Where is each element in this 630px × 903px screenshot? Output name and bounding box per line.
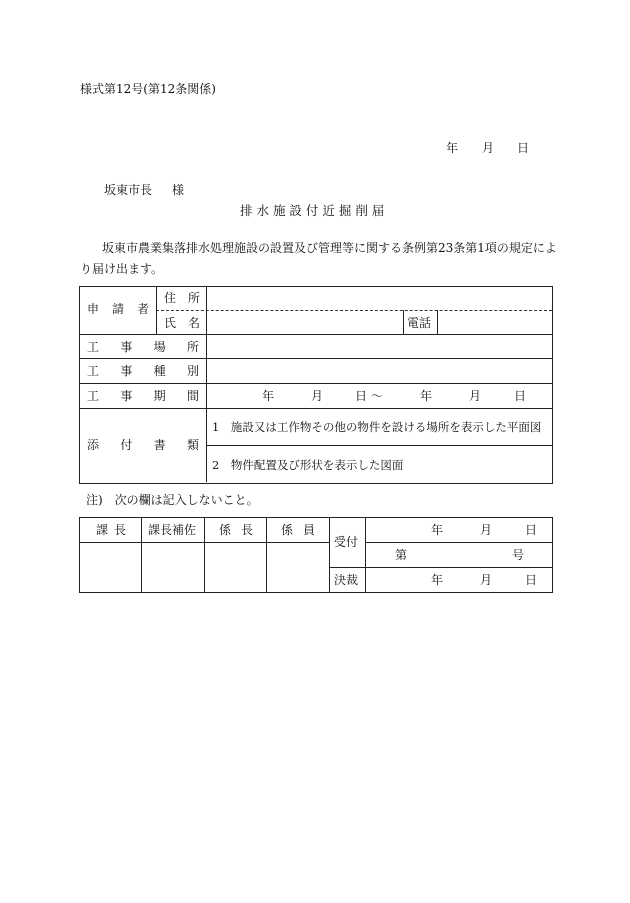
work-place-field[interactable] bbox=[208, 336, 550, 356]
period-day-2: 日 bbox=[514, 389, 527, 403]
date-year: 年 bbox=[446, 141, 459, 155]
decision-month: 月 bbox=[480, 573, 493, 587]
label-assistant-chief: 課長補佐 bbox=[148, 523, 197, 537]
received-day: 日 bbox=[525, 523, 538, 537]
date-day: 日 bbox=[517, 141, 530, 155]
label-work-period: 工 事 期 間 bbox=[87, 389, 199, 403]
form-title: 排 水 施 設 付 近 掘 削 届 bbox=[240, 203, 385, 218]
intro-line-2: り届け出ます。 bbox=[80, 262, 164, 276]
decision-day: 日 bbox=[525, 573, 538, 587]
label-section-chief: 課 長 bbox=[96, 523, 126, 537]
label-subsection-chief: 係 長 bbox=[219, 523, 253, 537]
intro-line-1: 坂東市農業集落排水処理施設の設置及び管理等に関する条例第23条第1項の規定によ bbox=[102, 241, 557, 255]
number-prefix: 第 bbox=[395, 548, 408, 562]
label-attachments: 添 付 書 類 bbox=[87, 438, 199, 452]
date-month: 月 bbox=[482, 141, 495, 155]
form-number: 様式第12号(第12条関係) bbox=[80, 82, 216, 96]
period-year: 年 bbox=[262, 389, 275, 403]
period-day-tilde: 日 〜 bbox=[355, 389, 383, 403]
number-suffix: 号 bbox=[512, 548, 525, 562]
attachment-1: 1 施設又は工作物その他の物件を設ける場所を表示した平面図 bbox=[212, 420, 542, 434]
received-month: 月 bbox=[480, 523, 493, 537]
work-type-field[interactable] bbox=[208, 360, 550, 380]
label-applicant: 申 請 者 bbox=[87, 302, 149, 316]
label-decision: 決裁 bbox=[334, 573, 359, 587]
label-work-type: 工 事 種 別 bbox=[87, 364, 199, 378]
period-year-2: 年 bbox=[420, 389, 433, 403]
name-field[interactable] bbox=[208, 312, 400, 332]
decision-year: 年 bbox=[431, 573, 444, 587]
phone-field[interactable] bbox=[439, 312, 549, 332]
period-month-2: 月 bbox=[469, 389, 482, 403]
addressee-honorific: 様 bbox=[172, 183, 185, 197]
label-address: 住 所 bbox=[164, 291, 200, 305]
received-year: 年 bbox=[431, 523, 444, 537]
label-staff: 係 員 bbox=[281, 523, 315, 537]
office-use-note: 注) 次の欄は記入しないこと。 bbox=[86, 493, 259, 507]
label-phone: 電話 bbox=[407, 316, 432, 330]
label-name: 氏 名 bbox=[164, 316, 200, 330]
addressee-name: 坂東市長 bbox=[104, 183, 153, 197]
label-work-place: 工 事 場 所 bbox=[87, 340, 199, 354]
period-month: 月 bbox=[311, 389, 324, 403]
address-field[interactable] bbox=[208, 288, 550, 308]
label-received: 受付 bbox=[334, 535, 359, 549]
attachment-2: 2 物件配置及び形状を表示した図面 bbox=[212, 458, 404, 472]
